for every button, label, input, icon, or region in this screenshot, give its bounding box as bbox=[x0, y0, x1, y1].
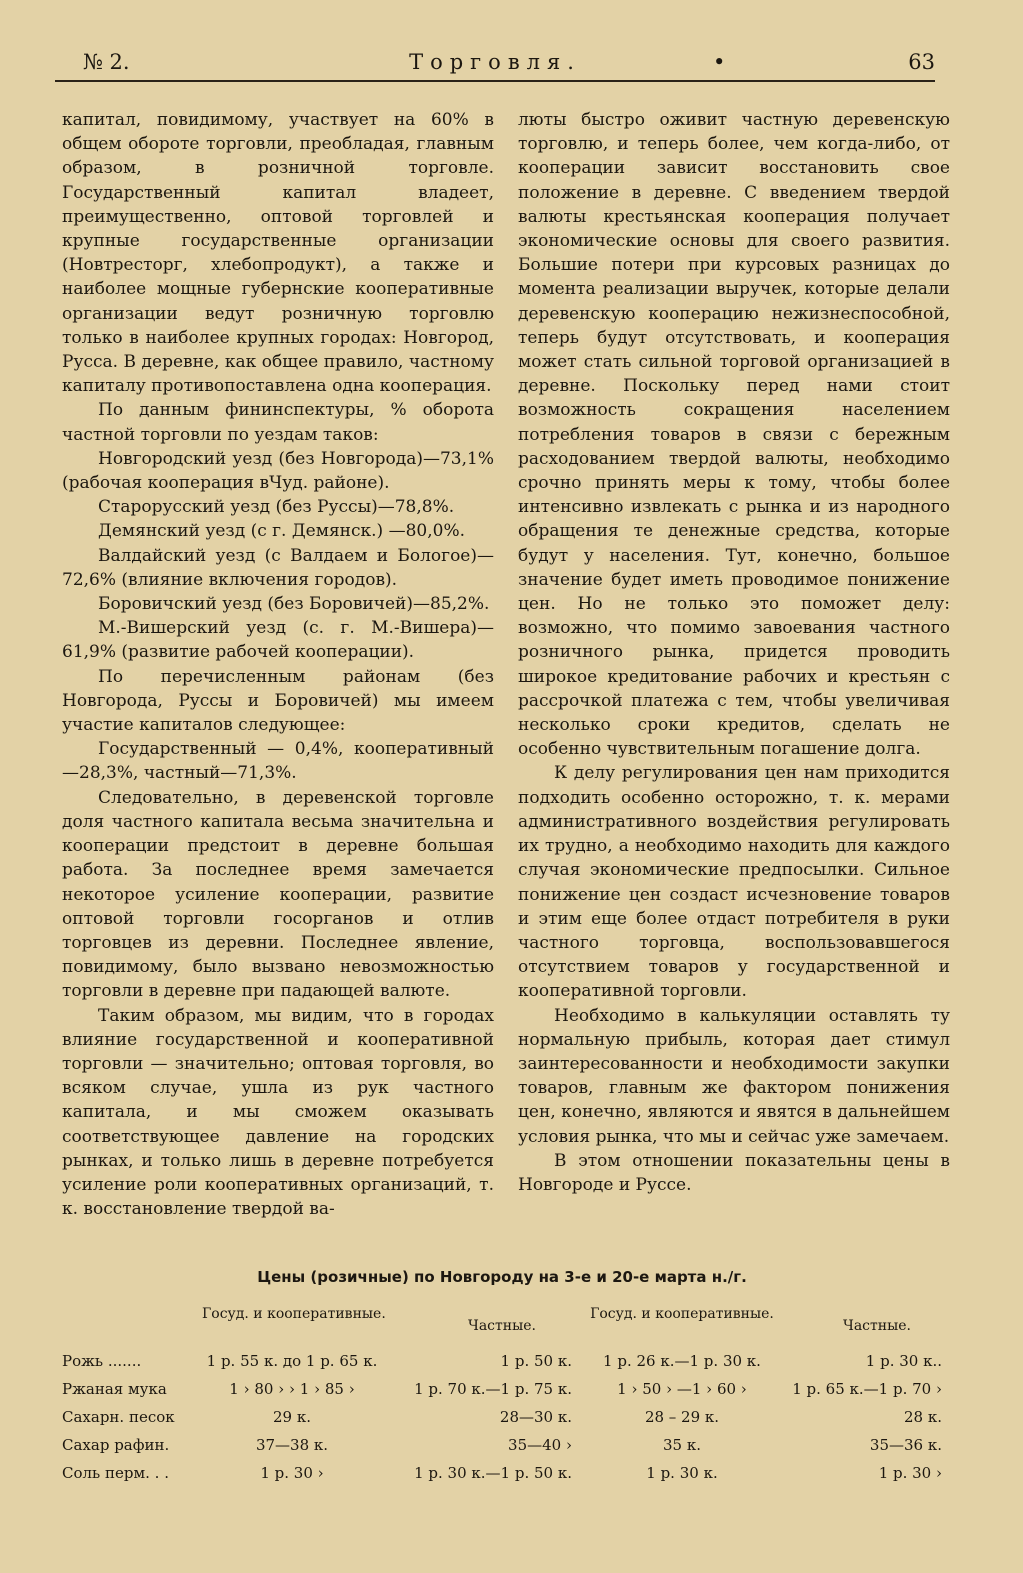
table-cell: 1 › 50 › —1 › 60 › bbox=[617, 1380, 747, 1398]
district-item: Валдайский уезд (с Валдаем и Бологое)—72,6% (влияние включения городов). bbox=[62, 545, 494, 590]
header-dot: • bbox=[713, 50, 726, 74]
issue-number: № 2. bbox=[83, 50, 130, 74]
paragraph: Таким образом, мы видим, что в городах влияние государственной и кооперативной торговли — значительно; оптовая торговля, во всяком случае, ушла из рук частного капитала, и мы сможем оказывать соответствующее давление на городских рынках, и только лишь в деревне потребуется усиление роли кооперативных организаций, т. к. восстановление твердой ва- bbox=[62, 1005, 494, 1220]
table-cell: 28—30 к. bbox=[499, 1408, 572, 1426]
header-cell: Госуд. и кооперативные. bbox=[202, 1306, 386, 1322]
table-cell: 1 р. 30 к.—1 р. 50 к. bbox=[414, 1464, 572, 1482]
right-column bbox=[518, 108, 950, 1197]
header-rule bbox=[55, 80, 935, 82]
table-title: Цены (розичные) по Новгороду на 3-е и 20-е марта н./г. bbox=[257, 1268, 747, 1286]
header-cell: Частные. bbox=[468, 1318, 536, 1334]
district-item: Демянский уезд (с г. Демянск.) —80,0%. bbox=[98, 521, 466, 542]
paragraph: люты быстро оживит частную деревенскую торговлю, и теперь более, чем когда-либо, от кооперации зависит восстановить свое положение в деревне. С введением твердой валюты крестьянская кооперация получает экономические основы для своего развития. Большие потери при курсовых разницах до момента реализации выручек, которые делали деревенскую кооперацию нежизнеспособной, теперь будут отсутствовать, и кооперация может стать сильной торговой организацией в деревне. Поскольку перед нами стоит возможность сокращения населением потребления товаров в связи с бережным расходованием твердой валюты, необходимо срочно принять меры к тому, чтобы более интенсивно извлекать с рынка и из народного обращения те денежные средства, которые будут у населения. Тут, конечно, большое значение будет иметь проводимое понижение цен. Но не только это поможет делу: возможно, что помимо завоевания частного розничного рынка, придется проводить широкое кредитование рабочих и крестьян с рассрочкой платежа с тем, чтобы увеличивая несколько сроки кредитов, сделать не особенно чувствительным погашение долга. bbox=[518, 110, 950, 760]
paragraph: В этом отношении показательны цены в Новгороде и Руссе. bbox=[518, 1150, 950, 1195]
district-item: Новгородский уезд (без Новгорода)—73,1% (рабочая кооперация вЧуд. районе). bbox=[62, 448, 494, 494]
table-cell: 35 к. bbox=[663, 1436, 701, 1454]
page-number: 63 bbox=[908, 50, 935, 74]
table-cell: 1 р. 26 к.—1 р. 30 к. bbox=[603, 1352, 761, 1370]
table-header-row bbox=[62, 1302, 957, 1348]
table-cell: 1 р. 30 к. bbox=[646, 1464, 718, 1482]
district-item: Старорусский уезд (без Руссы)—78,8%. bbox=[98, 497, 455, 518]
header-cell: Частные. bbox=[843, 1318, 911, 1334]
paragraph: По перечисленным районам (без Новгорода, Руссы и Боровичей) мы имеем участие капиталов следующее: bbox=[62, 666, 494, 736]
table-cell: 1 р. 30 к.. bbox=[865, 1352, 942, 1370]
row-label: Сахарн. песок bbox=[62, 1408, 175, 1426]
paragraph: капитал, повидимому, участвует на 60% в общем обороте торговли, преобладая, главным образом, в розничной торговле. Государственный капитал владеет, преимущественно, оптовой торговлей и крупные государственные организации (Новтресторг, хлебопродукт), а также и наиболее мощные губернские кооперативные организации ведут розничную торговлю только в наиболее крупных городах: Новгород, Русса. В деревне, как общее правило, частному капиталу противопоставлена одна кооперация. bbox=[62, 110, 494, 397]
table-cell: 35—36 к. bbox=[869, 1436, 942, 1454]
table-cell: 1 › 80 › › 1 › 85 › bbox=[229, 1380, 355, 1398]
row-label: Ржаная мука bbox=[62, 1380, 167, 1398]
table-row bbox=[62, 1460, 957, 1488]
table-row bbox=[62, 1348, 957, 1376]
table-cell: 1 р. 70 к.—1 р. 75 к. bbox=[414, 1380, 572, 1398]
table-cell: 1 р. 50 к. bbox=[500, 1352, 572, 1370]
table-row bbox=[62, 1404, 957, 1432]
price-table bbox=[62, 1302, 957, 1488]
header-cell: Госуд. и кооперативные. bbox=[590, 1306, 774, 1322]
journal-title: Торговля. bbox=[409, 50, 581, 74]
row-label: Рожь ....... bbox=[62, 1352, 142, 1370]
district-item: Боровичский уезд (без Боровичей)—85,2%. bbox=[98, 594, 490, 615]
table-cell: 1 р. 30 › bbox=[878, 1464, 942, 1482]
left-column bbox=[62, 108, 494, 1221]
table-cell: 1 р. 55 к. до 1 р. 65 к. bbox=[206, 1352, 378, 1370]
table-cell: 37—38 к. bbox=[255, 1436, 329, 1454]
row-label: Сахар рафин. bbox=[62, 1436, 170, 1454]
paragraph: Необходимо в калькуляции оставлять ту нормальную прибыль, которая дает стимул заинтересованности и необходимости закупки товаров, главным же фактором понижения цен, конечно, являются и явятся в дальнейшем условия рынка, что мы и сейчас уже замечаем. bbox=[518, 1005, 950, 1147]
paragraph: К делу регулирования цен нам приходится подходить особенно осторожно, т. к. мерами административного воздействия регулировать их трудно, а необходимо находить для каждого случая экономические предпосылки. Сильное понижение цен создаст исчезновение товаров и этим еще более отдаст потребителя в руки частного торговца, воспользовавшегося отсутствием товаров у государственной и кооперативной торговли. bbox=[518, 763, 950, 1002]
paragraph: Государственный — 0,4%, кооперативный—28,3%, частный—71,3%. bbox=[62, 739, 494, 784]
district-item: М.-Вишерский уезд (с. г. М.-Вишера)—61,9% (развитие рабочей кооперации). bbox=[62, 618, 494, 663]
table-row bbox=[62, 1376, 957, 1404]
table-cell: 28 к. bbox=[904, 1408, 942, 1426]
table-row bbox=[62, 1432, 957, 1460]
table-cell: 35—40 › bbox=[508, 1436, 572, 1454]
paragraph: По данным фининспектуры, % оборота частной торговли по уездам таков: bbox=[62, 400, 494, 445]
table-cell: 28 – 29 к. bbox=[644, 1408, 720, 1426]
table-cell: 1 р. 30 › bbox=[260, 1464, 324, 1482]
page-header bbox=[55, 50, 935, 80]
row-label: Соль перм. . . bbox=[62, 1464, 169, 1482]
paragraph: Следовательно, в деревенской торговле доля частного капитала весьма значительна и кооперации предстоит в деревне большая работа. За последнее время замечается некоторое усиление кооперации, развитие оптовой торговли госорганов и отлив торговцев из деревни. Последнее явление, повидимому, было вызвано невозможностью торговли в деревне при падающей валюте. bbox=[62, 787, 494, 1002]
table-cell: 1 р. 65 к.—1 р. 70 › bbox=[792, 1380, 942, 1398]
table-cell: 29 к. bbox=[273, 1408, 311, 1426]
